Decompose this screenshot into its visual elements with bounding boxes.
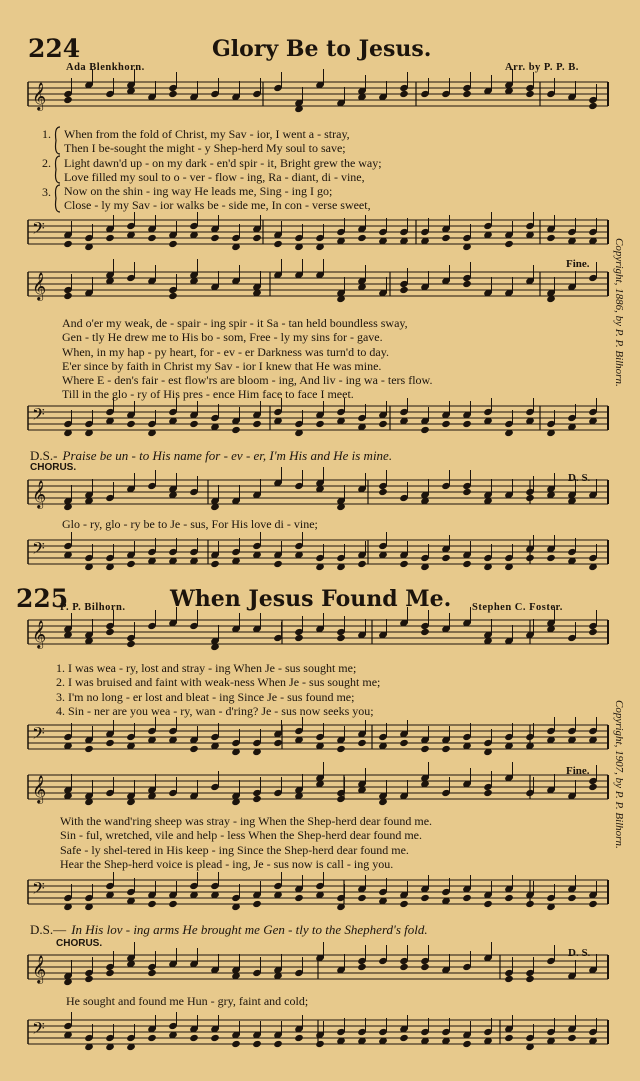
lyric-line: Hear the Shep-herd voice is plead - ing, Je - sus now is call - ing you. [60, 856, 394, 871]
note-head [525, 90, 535, 98]
clef-symbol: 𝄞 [32, 955, 47, 983]
lyric-line: Then I be-sought the might - y Shep-herd My soul to save; [64, 141, 346, 156]
lyric-line: Now on the shin - ing way He leads me, Sing - ing I go; [64, 184, 333, 199]
note-head [588, 628, 598, 636]
lyric-line: 3. I'm no long - er lost and bleat - ing Since Je - sus found me; [56, 689, 355, 704]
ds-refrain: In His lov - ing arms He brought me Gen - tly to the Shepherd's fold. [71, 922, 428, 937]
note-head [483, 900, 493, 908]
fine-mark-224: Fine. [566, 258, 590, 270]
verse-brace [56, 127, 61, 154]
clef-symbol: 𝄞 [32, 620, 47, 648]
hymn-title-224: Glory Be to Jesus. [212, 36, 432, 62]
note-head [273, 240, 283, 248]
note-head [252, 234, 262, 242]
lyric-line: Till in the glo - ry of His pres - ence Him face to face I meet. [62, 387, 354, 402]
note-head [399, 286, 409, 294]
author-225: P. P. Bilhorn. [60, 602, 126, 613]
note-head [168, 240, 178, 248]
note-head [294, 634, 304, 642]
lyric-line: Gen - tly He drew me to His bo - som, Free - ly my sins for - gave. [62, 330, 383, 345]
note-head [189, 1034, 199, 1042]
clef-symbol: 𝄞 [32, 480, 47, 508]
note-head [525, 975, 535, 983]
note-head [231, 426, 241, 434]
note-head [63, 96, 73, 104]
note-head [84, 745, 94, 753]
verse-brace [56, 185, 61, 212]
note-head [252, 420, 262, 428]
note-head [357, 894, 367, 902]
note-head [294, 894, 304, 902]
lyrics-224-system1 [64, 127, 382, 213]
ds-mark-225: D. S. [568, 947, 591, 959]
note-head [168, 90, 178, 98]
note-head [126, 560, 136, 568]
note-head [378, 488, 388, 496]
note-head [588, 102, 598, 110]
clef-symbol: 𝄢 [32, 404, 45, 428]
note-head [357, 560, 367, 568]
lyric-line: E'er since by faith in Christ my Sav - ior I knew that He was mine. [62, 358, 382, 373]
note-head [420, 426, 430, 434]
lyric-line: 1. I was wea - ry, lost and stray - ing When Je - sus sought me; [56, 661, 357, 675]
note-head [504, 1034, 514, 1042]
lyric-line: Sin - ful, wretched, vile and help - less When the Shep-herd dear found me. [60, 828, 423, 843]
note-head [210, 560, 220, 568]
note-head [420, 628, 430, 636]
note-head [126, 640, 136, 648]
note-head [525, 554, 535, 562]
note-head [336, 745, 346, 753]
clef-symbol: 𝄞 [32, 272, 47, 300]
hymn-number-225: 225 [16, 584, 69, 613]
note-head [168, 292, 178, 300]
note-head [567, 1034, 577, 1042]
note-head [462, 420, 472, 428]
note-head [210, 234, 220, 242]
note-head [105, 628, 115, 636]
note-head [462, 90, 472, 98]
lyric-line: Light dawn'd up - on my dark - en'd spir - it, Bright grew the way; [64, 155, 382, 170]
note-head [546, 234, 556, 242]
clef-symbol: 𝄞 [32, 82, 47, 110]
ds-line-224 [30, 445, 392, 464]
lyrics-224-system2 [62, 316, 432, 402]
note-head [315, 1040, 325, 1048]
chorus-lyrics-225: He sought and found me Hun - gry, faint and cold; [66, 994, 309, 1008]
note-head [231, 1040, 241, 1048]
note-head [273, 739, 283, 747]
note-head [525, 900, 535, 908]
note-head [105, 969, 115, 977]
note-head [441, 234, 451, 242]
note-head [84, 975, 94, 983]
note-head [462, 894, 472, 902]
chorus-label-225: CHORUS. [56, 938, 103, 949]
lyric-line: And o'er my weak, de - spair - ing spir - it Sa - tan held boundless sway, [62, 316, 408, 330]
ds-label: D.S.— [30, 922, 67, 937]
verse-number-1: 1. [42, 127, 51, 141]
note-head [168, 900, 178, 908]
note-head [462, 488, 472, 496]
clef-symbol: 𝄢 [32, 538, 45, 562]
note-head [504, 894, 514, 902]
note-head [357, 739, 367, 747]
note-head [252, 1040, 262, 1048]
note-head [105, 739, 115, 747]
note-head [147, 234, 157, 242]
hymn-title-225: When Jesus Found Me. [170, 586, 452, 612]
lyric-line: Safe - ly shel-tered in His keep - ing Since the Shep-herd dear found me. [60, 842, 409, 857]
verse-brace [56, 156, 61, 183]
clef-symbol: 𝄢 [32, 723, 45, 747]
hymn-number-224: 224 [28, 34, 81, 63]
note-head [399, 560, 409, 568]
note-head [525, 494, 535, 502]
chorus-label-224: CHORUS. [30, 462, 77, 473]
clef-symbol: 𝄢 [32, 878, 45, 902]
ds-line-225 [30, 919, 428, 938]
copyright-224: Copyright, 1886, by P. P. Bilhorn. [613, 238, 625, 387]
lyrics-225-system1 [56, 661, 380, 718]
ds-refrain: Praise be un - to His name for - ev - er, I'm His and He is mine. [62, 448, 393, 463]
lyric-line: With the wand'ring sheep was stray - ing When the Shep-herd dear found me. [60, 814, 433, 828]
note-head [399, 739, 409, 747]
lyric-line: Close - ly my Sav - ior walks be - side me, In con - verse sweet, [64, 198, 371, 213]
note-head [147, 969, 157, 977]
note-head [189, 745, 199, 753]
note-head [462, 560, 472, 568]
lyric-line: When, in my hap - py heart, for - ev - er Darkness was turn'd to day. [62, 344, 389, 359]
note-head [399, 900, 409, 908]
clef-symbol: 𝄢 [32, 218, 45, 242]
note-head [147, 900, 157, 908]
ds-label: D.S.- [30, 448, 58, 463]
note-head [483, 789, 493, 797]
note-head [105, 234, 115, 242]
lyric-line: Where E - den's fair - est flow'rs are bloom - ing, And liv - ing wa - ters flow. [62, 373, 433, 388]
note-head [357, 234, 367, 242]
note-head [399, 963, 409, 971]
note-head [399, 1034, 409, 1042]
note-head [441, 745, 451, 753]
verse-number-2: 2. [42, 156, 51, 170]
lyric-line: When from the fold of Christ, my Sav - ior, I went a - stray, [64, 127, 350, 141]
note-head [462, 280, 472, 288]
note-head [588, 783, 598, 791]
lyric-line: 2. I was bruised and faint with weak-ness When Je - sus sought me; [56, 675, 381, 690]
note-head [588, 900, 598, 908]
note-head [504, 975, 514, 983]
note-head [189, 420, 199, 428]
fine-mark-225: Fine. [566, 765, 590, 777]
note-head [546, 554, 556, 562]
note-head [273, 560, 283, 568]
note-head [147, 1034, 157, 1042]
note-head [210, 1034, 220, 1042]
clef-symbol: 𝄞 [32, 775, 47, 803]
note-head [504, 240, 514, 248]
note-head [315, 420, 325, 428]
note-head [378, 420, 388, 428]
ds-mark-224: D. S. [568, 472, 591, 484]
arranger-224: Arr. by P. P. B. [505, 62, 579, 73]
note-head [420, 963, 430, 971]
note-head [567, 894, 577, 902]
note-head [441, 554, 451, 562]
note-head [420, 894, 430, 902]
lyric-line: Love filled my soul to o - ver - flow - ing, Ra - diant, di - vine, [64, 169, 365, 184]
note-head [357, 963, 367, 971]
note-head [294, 1034, 304, 1042]
note-head [252, 795, 262, 803]
note-head [252, 900, 262, 908]
note-head [420, 745, 430, 753]
note-head [399, 90, 409, 98]
lyric-line: 4. Sin - ner are you wea - ry, wan - d'ring? Je - sus now seeks you; [56, 703, 374, 718]
note-head [63, 240, 73, 248]
author-224: Ada Blenkhorn. [66, 62, 145, 73]
copyright-225: Copyright, 1907, by P. P. Bilhorn. [613, 700, 625, 849]
composer-225: Stephen C. Foster. [472, 602, 563, 613]
note-head [126, 420, 136, 428]
note-head [273, 1040, 283, 1048]
chorus-lyrics-224: Glo - ry, glo - ry be to Je - sus, For His love di - vine; [62, 517, 318, 531]
clef-symbol: 𝄢 [32, 1018, 45, 1042]
note-head [336, 634, 346, 642]
verse-number-3: 3. [42, 185, 51, 199]
note-head [441, 420, 451, 428]
note-head [63, 292, 73, 300]
note-head [462, 1040, 472, 1048]
lyrics-225-system2 [60, 814, 432, 871]
